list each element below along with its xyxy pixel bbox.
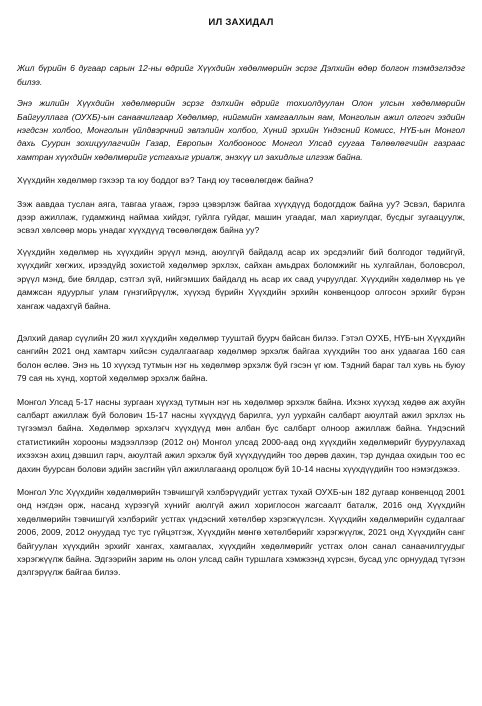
intro-paragraph: Жил бүрийн 6 дугаар сарын 12-ны өдрийг Хүүхдийн хөдөлмөрийн эсрэг Дэлхийн өдөр болгон тэмдэглэдэг билээ. — [17, 63, 465, 87]
letter-title: ИЛ ЗАХИДАЛ — [208, 17, 274, 28]
policy-paragraph: Монгол Улс Хүүхдийн хөдөлмөрийн тэвчишгүй хэлбэрүүдийг устгах тухай ОУХБ-ын 182 дугаар конвенцод 2001 онд нэгдэн орж, насанд хүрээгүй хүнийг аюлгүй ажил хориглосон жагсаалт баталж, 2016 онд Хүүхдийн хөдөлмөрийн тэвчишгүй хэлбэрийг устгах үндэсний хөтөлбөр хэрэгжүүлсэн. Хүүхдийн хөдөлмөрийн судалгааг 2006, 2009, 2012 онуудад тус тус гүйцэтгэж, Хүүхдийн мөнгө хөтөлбөрийг хэрэгжүүлж, 2021 онд Хүүхдийн санг байгуулан хүүхдийн эрхийг хангах, хамгаалах, хүүхдийн хөдөлмөрийг устгах олон санал санаачилгуудыг хэрэгжүүлж байна. Эдгээрийн зарим нь олон улсад сайн туршлага хэмжээнд хүрсэн, бусад улс орнуудад түгээн дэлгэрүүлж байгаа билээ. — [17, 486, 465, 578]
global-stats-paragraph: Дэлхий даяар сүүлийн 20 жил хүүхдийн хөдөлмөр тууштай буурч байсан билээ. Гэтэл ОУХБ, НҮБ-ын Хүүхдийн сангийн 2021 онд хамтарч хийсэн судалгаагаар хөдөлмөр эрхэлж байгаа хүүхдийн тоо анх удаагаа 160 сая болон өслөө. Энэ нь 10 хүүхэд тутмын нэг нь хөдөлмөр эрхэлж буй гэсэн үг юм. Тэдний бараг тал хувь нь буюу 79 сая нь хүнд, хортой хөдөлмөр эрхэлж байна. — [17, 332, 465, 384]
examples-paragraph: Зэж аавдаа туслан аяга, тавгаа угааж, гэрээ цэвэрлэж байгаа хүүхдүүд бодогддож байна уу? Эсвэл, барилга дээр ажиллаж, гудамжинд наймаа хийдэг, гуйлга гуйдаг, машин угаадаг, мал хариулдаг, бусдыг зугаацуулж, эсвэл хөлсөөр морь унадаг хүүхдүүд төсөөлөгдөж байна уу? — [17, 198, 465, 236]
mongolia-stats-paragraph: Монгол Улсад 5-17 насны зургаан хүүхэд тутмын нэг нь хөдөлмөр эрхэлж байна. Ихэнх хүүхэд хөдөө аж ахуйн салбарт ажиллаж буй болович 15-17 насны хүүхдүүд барилга, уул уурхайн салбарт аюултай ажил эрхлэх нь түгээмэл байна. Хөдөлмөр эрхэлэгч хүүхдүүд мөн албан бус салбарт олноор ажиллаж байна. Үндэсний статистикийн хорооны мэдээллээр (2012 он) Монгол улсад 2000-аад онд хүүхдийн хөдөлмөрийг бууруулахад ихээхэн ахиц дэвшил гарч, аюултай ажил эрхэлж буй хүүхдүүдийн тоо дөрөв дахин, тэр дундаа охидын тоо ес дахин буурсан болови эдийн засгийн үйл ажиллагаанд оролцож буй 10-14 насны хүүхдүүдийн тоо нэмэгдэжээ. — [17, 396, 465, 474]
harms-paragraph: Хүүхдийн хөдөлмөр нь хүүхдийн эрүүл мэнд, аюулгүй байдалд асар их эрсдэлийг бий болгодог төдийгүй, хүүхдийг хөгжих, ирээдүйд зохистой хөдөлмөр эрхлэх, сайхан амьдрах боломжийг нь хулгайлан, боловсрол, эрүүл мэнд, бие бялдар, сэтгэл зүй, нийгэмших байдалд нь асар их саад учруулдаг. Хүүхдийн хөдөлмөр нь үе дамжсан ядуурлыг улам гүнзгийрүүлж, хүүхэд бүрийн Хүүхдийн эрхийн конвенцоор олгосон эрхийг бүрэн хангаж чадахгүй байна. — [17, 246, 465, 311]
organizers-paragraph: Энэ жилийн Хүүхдийн хөдөлмөрийн эсрэг дэлхийн өдрийг тохиолдуулан Олон улсын хөдөлмөрийн Байгууллага (ОУХБ)-ын санаачилгаар Хөдөлмөр, нийгмийн хамгааллын яам, Монголын ажил олгогч эздийн нэгдсэн холбоо, Монголын үйлдвэрчний эвлэлийн холбоо, Хүний эрхийн Үндэсний Комисс, НҮБ-ын Монгол дахь Суурин зохицуулагчийн Газар, Европын Холбооноос Монгол Улсад суугаа Төлөөлөгчийн газраас хамтран хүүхдийн хөдөлмөрийг устгахыг уриалж, энэхүү ил захидлыг илгээж байна. — [17, 98, 465, 162]
question-paragraph: Хүүхдийн хөдөлмөр гэхээр та юу боддог вэ? Танд юу төсөөлөгдөж байна? — [17, 175, 314, 186]
